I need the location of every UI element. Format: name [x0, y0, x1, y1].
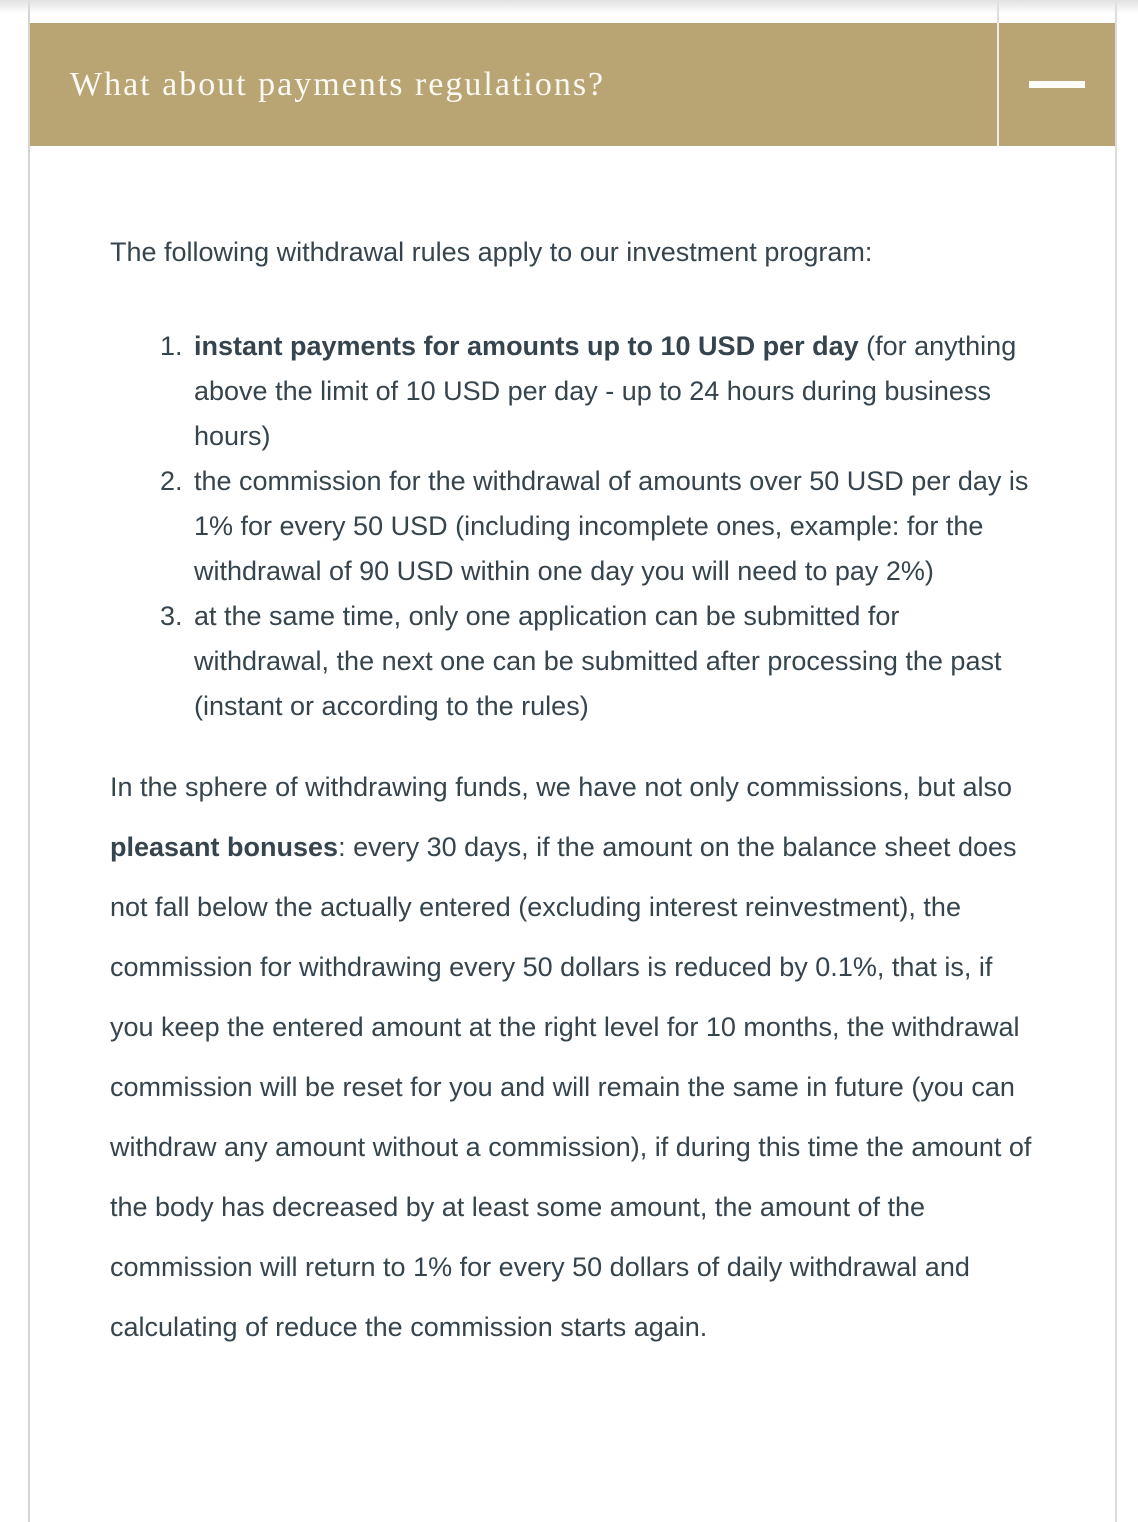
faq-accordion-panel: [28, 0, 1117, 1522]
faq-answer-content: [30, 146, 1115, 1357]
bonus-paragraph: [110, 757, 1035, 1357]
intro-text: The following withdrawal rules apply to our investment program:: [110, 237, 873, 267]
rule-item: [190, 459, 1035, 594]
text-segment: the commission for the withdrawal of amounts over 50 USD per day is 1% for every 50 USD (including incomplete ones, example: for the withdrawal of 90 USD within one day you will need to pay 2%): [194, 466, 1029, 586]
withdrawal-rules-list: [110, 324, 1035, 729]
minus-icon: [1029, 81, 1085, 88]
header-column-divider: [997, 0, 999, 23]
rule-item: [190, 324, 1035, 459]
text-segment: (for anything above the limit of 10 USD per day - up to 24 hours during business hours): [194, 331, 1017, 451]
bold-text-segment: instant payments for amounts up to 10 USD per day: [194, 331, 859, 361]
faq-question-header[interactable]: [30, 23, 1115, 146]
bold-text-segment: pleasant bonuses: [110, 832, 339, 862]
rule-item: [190, 594, 1035, 729]
text-segment: In the sphere of withdrawing funds, we have not only commissions, but also: [110, 772, 1012, 802]
question-cell[interactable]: [30, 23, 997, 146]
faq-question-title: What about payments regulations?: [70, 65, 606, 103]
text-segment: at the same time, only one application can be submitted for withdrawal, the next one can be submitted after processing the past (instant or according to the rules): [194, 601, 1002, 721]
collapse-toggle-button[interactable]: [997, 23, 1115, 146]
text-segment: : every 30 days, if the amount on the balance sheet does not fall below the actually entered (excluding interest reinvestment), the commission for withdrawing every 50 dollars is reduced by 0.1%, that is, if you keep the entered amount at the right level for 10 months, the withdrawal commission will be reset for you and will remain the same in future (you can withdraw any amount without a commission), if during this time the amount of the body has decreased by at least some amount, the amount of the commission will return to 1% for every 50 dollars of daily withdrawal and calculating of reduce the commission starts again.: [110, 832, 1032, 1342]
